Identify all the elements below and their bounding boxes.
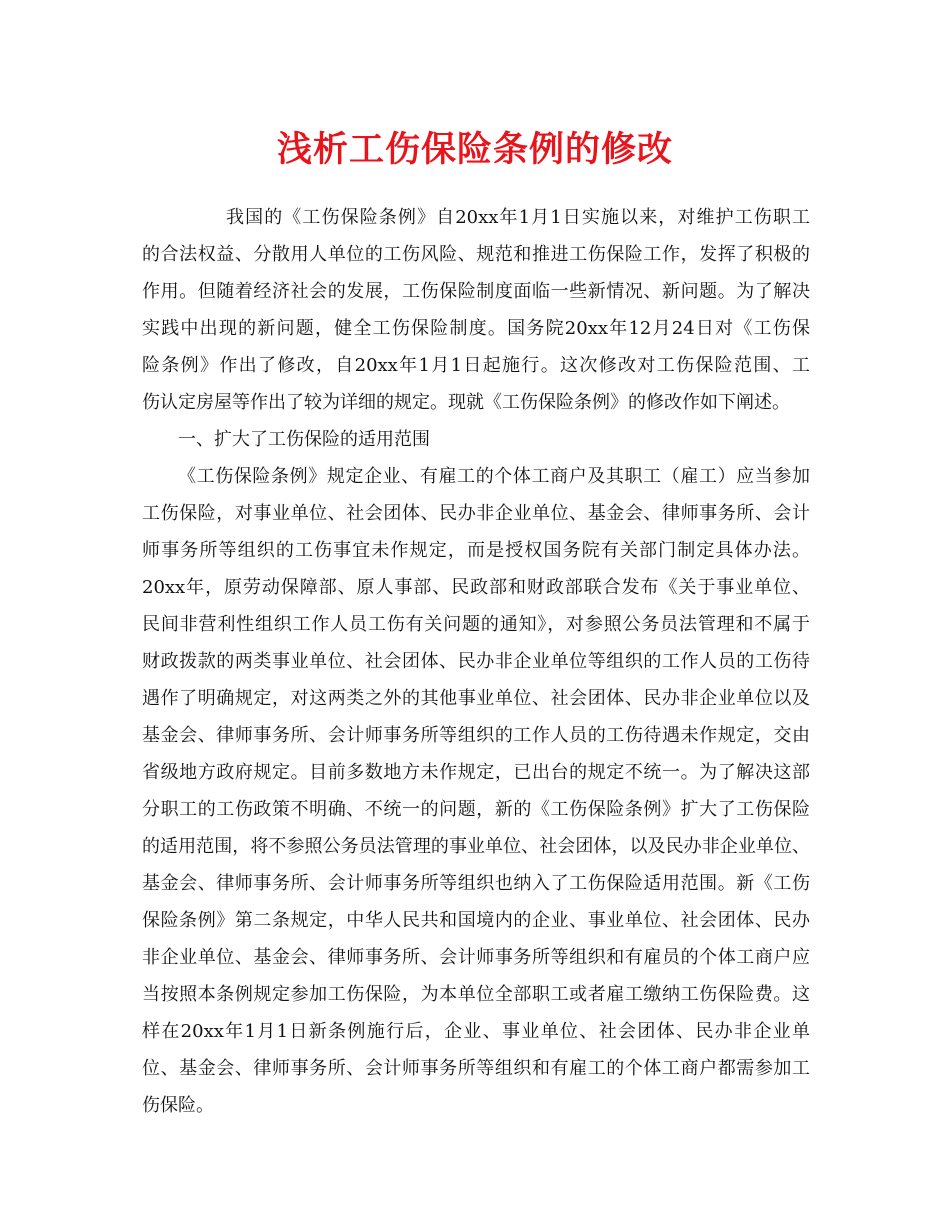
paragraph-line: 实践中出现的新问题，健全工伤保险制度。国务院20xx年12月24日对《工伤保	[142, 318, 810, 339]
paragraph-line: 《工伤保险条例》规定企业、有雇工的个体工商户及其职工（雇工）应当参加	[178, 466, 810, 487]
paragraph-line: 位、基金会、律师事务所、会计师事务所等组织和有雇工的个体工商户都需参加工	[142, 1058, 810, 1079]
paragraph-line: 的合法权益、分散用人单位的工伤风险、规范和推进工伤保险工作，发挥了积极的	[142, 244, 810, 265]
paragraph-line: 民间非营利性组织工作人员工伤有关问题的通知》，对参照公务员法管理和不属于	[142, 614, 810, 635]
paragraph-line: 的适用范围，将不参照公务员法管理的事业单位、社会团体，以及民办非企业单位、	[142, 836, 810, 857]
paragraph-line: 非企业单位、基金会、律师事务所、会计师事务所等组织和有雇员的个体工商户应	[142, 947, 810, 968]
paragraph-line: 财政拨款的两类事业单位、社会团体、民办非企业单位等组织的工作人员的工伤待	[142, 651, 810, 672]
paragraph-line: 当按照本条例规定参加工伤保险，为本单位全部职工或者雇工缴纳工伤保险费。这	[142, 984, 810, 1005]
section-heading: 一、扩大了工伤保险的适用范围	[178, 429, 430, 450]
paragraph-line: 伤保险。	[142, 1095, 214, 1116]
paragraph-line: 省级地方政府规定。目前多数地方未作规定，已出台的规定不统一。为了解决这部	[142, 762, 810, 783]
paragraph-line: 样在20xx年1月1日新条例施行后，企业、事业单位、社会团体、民办非企业单	[142, 1021, 810, 1042]
paragraph-line: 作用。但随着经济社会的发展，工伤保险制度面临一些新情况、新问题。为了解决	[142, 281, 810, 302]
paragraph-line: 保险条例》第二条规定，中华人民共和国境内的企业、事业单位、社会团体、民办	[142, 910, 810, 931]
paragraph-line: 20xx年，原劳动保障部、原人事部、民政部和财政部联合发布《关于事业单位、	[142, 577, 810, 598]
paragraph-line: 师事务所等组织的工伤事宜未作规定，而是授权国务院有关部门制定具体办法。	[142, 540, 810, 561]
paragraph-line: 分职工的工伤政策不明确、不统一的问题，新的《工伤保险条例》扩大了工伤保险	[142, 799, 810, 820]
paragraph-line: 遇作了明确规定，对这两类之外的其他事业单位、社会团体、民办非企业单位以及	[142, 688, 810, 709]
paragraph-line: 伤认定房屋等作出了较为详细的规定。现就《工伤保险条例》的修改作如下阐述。	[142, 392, 790, 413]
paragraph-line: 我国的《工伤保险条例》自20xx年1月1日实施以来，对维护工伤职工	[226, 207, 810, 228]
document-title: 浅析工伤保险条例的修改	[276, 129, 673, 170]
paragraph-line: 基金会、律师事务所、会计师事务所等组织也纳入了工伤保险适用范围。新《工伤	[142, 873, 810, 894]
paragraph-line: 基金会、律师事务所、会计师事务所等组织的工作人员的工伤待遇未作规定，交由	[142, 725, 810, 746]
paragraph-line: 工伤保险，对事业单位、社会团体、民办非企业单位、基金会、律师事务所、会计	[142, 503, 810, 524]
paragraph-line: 险条例》作出了修改，自20xx年1月1日起施行。这次修改对工伤保险范围、工	[142, 355, 810, 376]
